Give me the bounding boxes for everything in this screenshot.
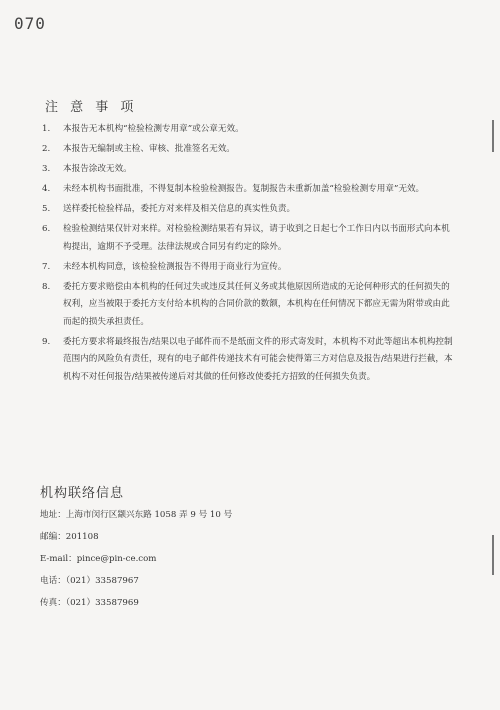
margin-scan-mark	[492, 535, 494, 575]
contact-fax: 传真：（021）33587969	[40, 598, 139, 608]
note-text: 送样委托检验样品，委托方对来样及相关信息的真实性负责。	[63, 204, 296, 214]
page-number: 070	[14, 14, 46, 33]
note-number: 9.	[42, 336, 51, 347]
contact-list	[40, 506, 232, 613]
note-number: 3.	[42, 164, 51, 174]
note-number: 7.	[42, 261, 51, 272]
note-item	[40, 221, 458, 256]
contact-postcode: 邮编：201108	[40, 532, 99, 542]
note-item	[40, 141, 458, 159]
note-item	[40, 201, 458, 219]
note-number: 1.	[42, 124, 51, 134]
note-item	[40, 334, 458, 387]
contact-phone: 电话：（021）33587967	[40, 576, 139, 586]
note-number: 2.	[42, 144, 51, 154]
notes-list	[40, 121, 458, 386]
note-item	[40, 279, 458, 332]
note-text: 本报告无本机构“检验检测专用章”或公章无效。	[63, 124, 244, 134]
note-item	[40, 259, 458, 277]
note-text: 未经本机构书面批准，不得复制本检验检测报告。复制报告未重新加盖“检验检测专用章”无效。	[63, 184, 425, 194]
note-text: 委托方要求赔偿由本机构的任何过失或违反其任何义务或其他原因所造成的无论何种形式的任何损失的权利，应当被限于委托方支付给本机构的合同价款的数额，本机构在任何情况下都应无需为附带或由此而起的损失承担责任。	[63, 281, 450, 327]
note-number: 5.	[42, 204, 51, 214]
note-number: 8.	[42, 281, 51, 292]
note-text: 检验检测结果仅针对来样。对检验检测结果若有异议，请于收到之日起七个工作日内以书面形式向本机构提出，逾期不予受理。法律法规或合同另有约定的除外。	[63, 224, 450, 252]
note-item	[40, 181, 458, 199]
note-number: 4.	[42, 184, 51, 194]
note-text: 本报告涂改无效。	[63, 164, 132, 174]
notes-title: 注 意 事 项	[45, 100, 138, 115]
note-item	[40, 161, 458, 179]
margin-scan-mark	[492, 120, 494, 152]
note-item	[40, 121, 458, 139]
note-text: 委托方要求将最终报告/结果以电子邮件而不是纸面文件的形式寄发时，本机构不对此等超出本机构控制范围内的风险负有责任，现有的电子邮件传递技术有可能会使得第三方对信息及报告/结果进行拦截，本机构不对任何报告/结果被传递后对其做的任何修改使委托方招致的任何损失负责。	[63, 336, 453, 382]
contact-email: E-mail：pince@pin-ce.com	[40, 554, 157, 564]
note-text: 未经本机构同意，该检验检测报告不得用于商业行为宣传。	[63, 261, 287, 272]
contact-address: 地址：上海市闵行区颛兴东路 1058 弄 9 号 10 号	[40, 510, 233, 520]
note-text: 本报告无编制或主检、审核、批准签名无效。	[63, 144, 235, 154]
note-number: 6.	[42, 224, 51, 234]
contact-title: 机构联络信息	[40, 486, 125, 501]
